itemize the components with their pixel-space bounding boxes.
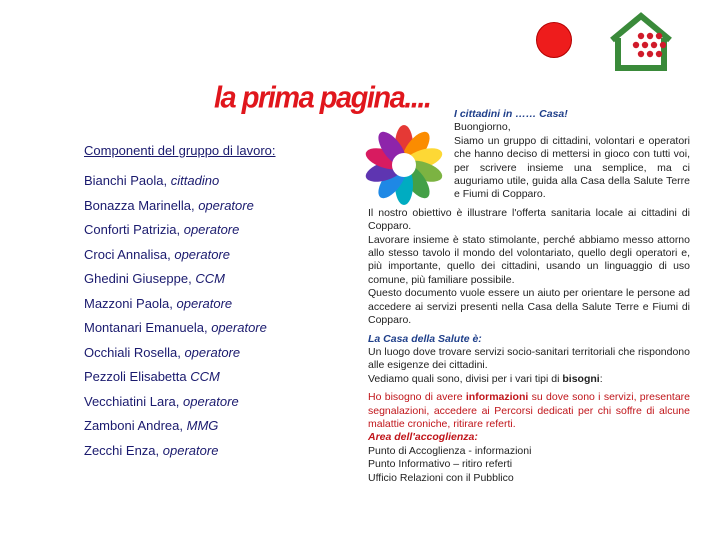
member-name: Croci Annalisa, [84, 246, 171, 262]
bisogno-suffix: su dove sono i servizi, presentare segnalazioni, accedere ai Percorsi dedicati per chi soffre di alcune malattie croniche, ritirare referti. [368, 391, 690, 430]
members-list [84, 169, 354, 463]
member-name: Vecchiatini Lara, [84, 393, 180, 409]
casa-line2-suffix: : [599, 372, 603, 385]
casa-heading: La Casa della Salute è: [368, 332, 482, 345]
member-name: Zecchi Enza, [84, 442, 160, 458]
page-title: la prima pagina.... [214, 81, 431, 115]
member-item [84, 316, 354, 341]
member-role: cittadino [170, 173, 220, 188]
member-role: CCM [195, 271, 225, 286]
member-item [84, 267, 354, 292]
intro-heading: I cittadini in …… Casa! [454, 108, 568, 120]
bisogno-prefix: Ho bisogno di avere [368, 391, 466, 404]
objective-section [368, 207, 690, 328]
area-item: Punto di Accoglienza - informazioni [368, 444, 532, 457]
casa-line2 [368, 373, 690, 386]
member-role: operatore [211, 320, 267, 335]
member-name: Bianchi Paola, [84, 173, 168, 188]
objective-p3: Questo documento vuole essere un aiuto per orientare le persone ad accedere ai servizi presenti nella Casa della Salute Terre e Fiumi di Copparo. [368, 287, 690, 327]
member-name: Zamboni Andrea, [84, 418, 184, 433]
objective-p2: Lavorare insieme è stato stimolante, perché abbiamo messo attorno allo stesso tavolo il mondo del volontariato, quello degli operatori e, più importante, quello dei cittadini, usando un linguaggio di uso comune, più familiare possibile. [368, 233, 690, 286]
house-logo-icon [608, 10, 674, 72]
member-role: operatore [176, 295, 233, 311]
member-name: Ghedini Giuseppe, [84, 271, 192, 286]
red-circle-icon [536, 22, 572, 58]
member-item [84, 365, 354, 390]
member-role: CCM [190, 369, 220, 384]
member-role: MMG [186, 418, 219, 433]
member-role: operatore [174, 246, 230, 262]
objective-p1: Il nostro obiettivo è illustrare l'offerta sanitaria locale ai cittadini di Copparo. [368, 206, 690, 233]
right-panel [368, 108, 690, 485]
member-item [84, 218, 354, 243]
bisogno-section [368, 391, 690, 485]
member-role: operatore [183, 222, 240, 237]
casa-line2-prefix: Vediamo quali sono, divisi per i vari tipi di [368, 372, 563, 385]
bisogno-bold: informazioni [465, 391, 529, 404]
member-name: Pezzoli Elisabetta [84, 369, 187, 384]
member-role: operatore [162, 442, 219, 458]
intro-greeting: Buongiorno, [454, 121, 511, 134]
bisogno-text [368, 391, 690, 431]
casa-line2-bold: bisogni [562, 372, 600, 385]
member-name: Occhiali Rosella, [84, 344, 181, 360]
member-item [84, 169, 354, 194]
member-item [84, 292, 354, 317]
area-item: Punto Informativo – ritiro referti [368, 458, 513, 471]
intro-section [368, 108, 690, 202]
area-heading: Area dell'accoglienza: [368, 431, 478, 444]
member-role: operatore [183, 393, 239, 409]
member-item [84, 390, 354, 415]
member-name: Mazzoni Paola, [84, 295, 173, 311]
member-item [84, 439, 354, 464]
member-item [84, 243, 354, 268]
member-item [84, 341, 354, 366]
member-role: operatore [184, 344, 241, 360]
area-item: Ufficio Relazioni con il Pubblico [368, 471, 514, 484]
member-name: Bonazza Marinella, [84, 197, 195, 213]
member-item [84, 194, 354, 219]
members-panel [84, 143, 354, 463]
intro-body: Siamo un gruppo di cittadini, volontari e operatori che hanno deciso di mettersi in gioco con tutti voi, per scrivere insieme una semplice, ma ci auguriamo utile, guida alla Casa della Salute Terre e Fiumi di Copparo. [454, 134, 690, 201]
member-item [84, 414, 354, 439]
member-name: Conforti Patrizia, [84, 222, 181, 237]
members-heading: Componenti del gruppo di lavoro: [84, 143, 276, 158]
member-name: Montanari Emanuela, [84, 320, 208, 335]
casa-body: Un luogo dove trovare servizi socio-sanitari territoriali che rispondono alle esigenze dei cittadini. [368, 345, 690, 372]
member-role: operatore [198, 197, 254, 213]
casa-section [368, 333, 690, 387]
